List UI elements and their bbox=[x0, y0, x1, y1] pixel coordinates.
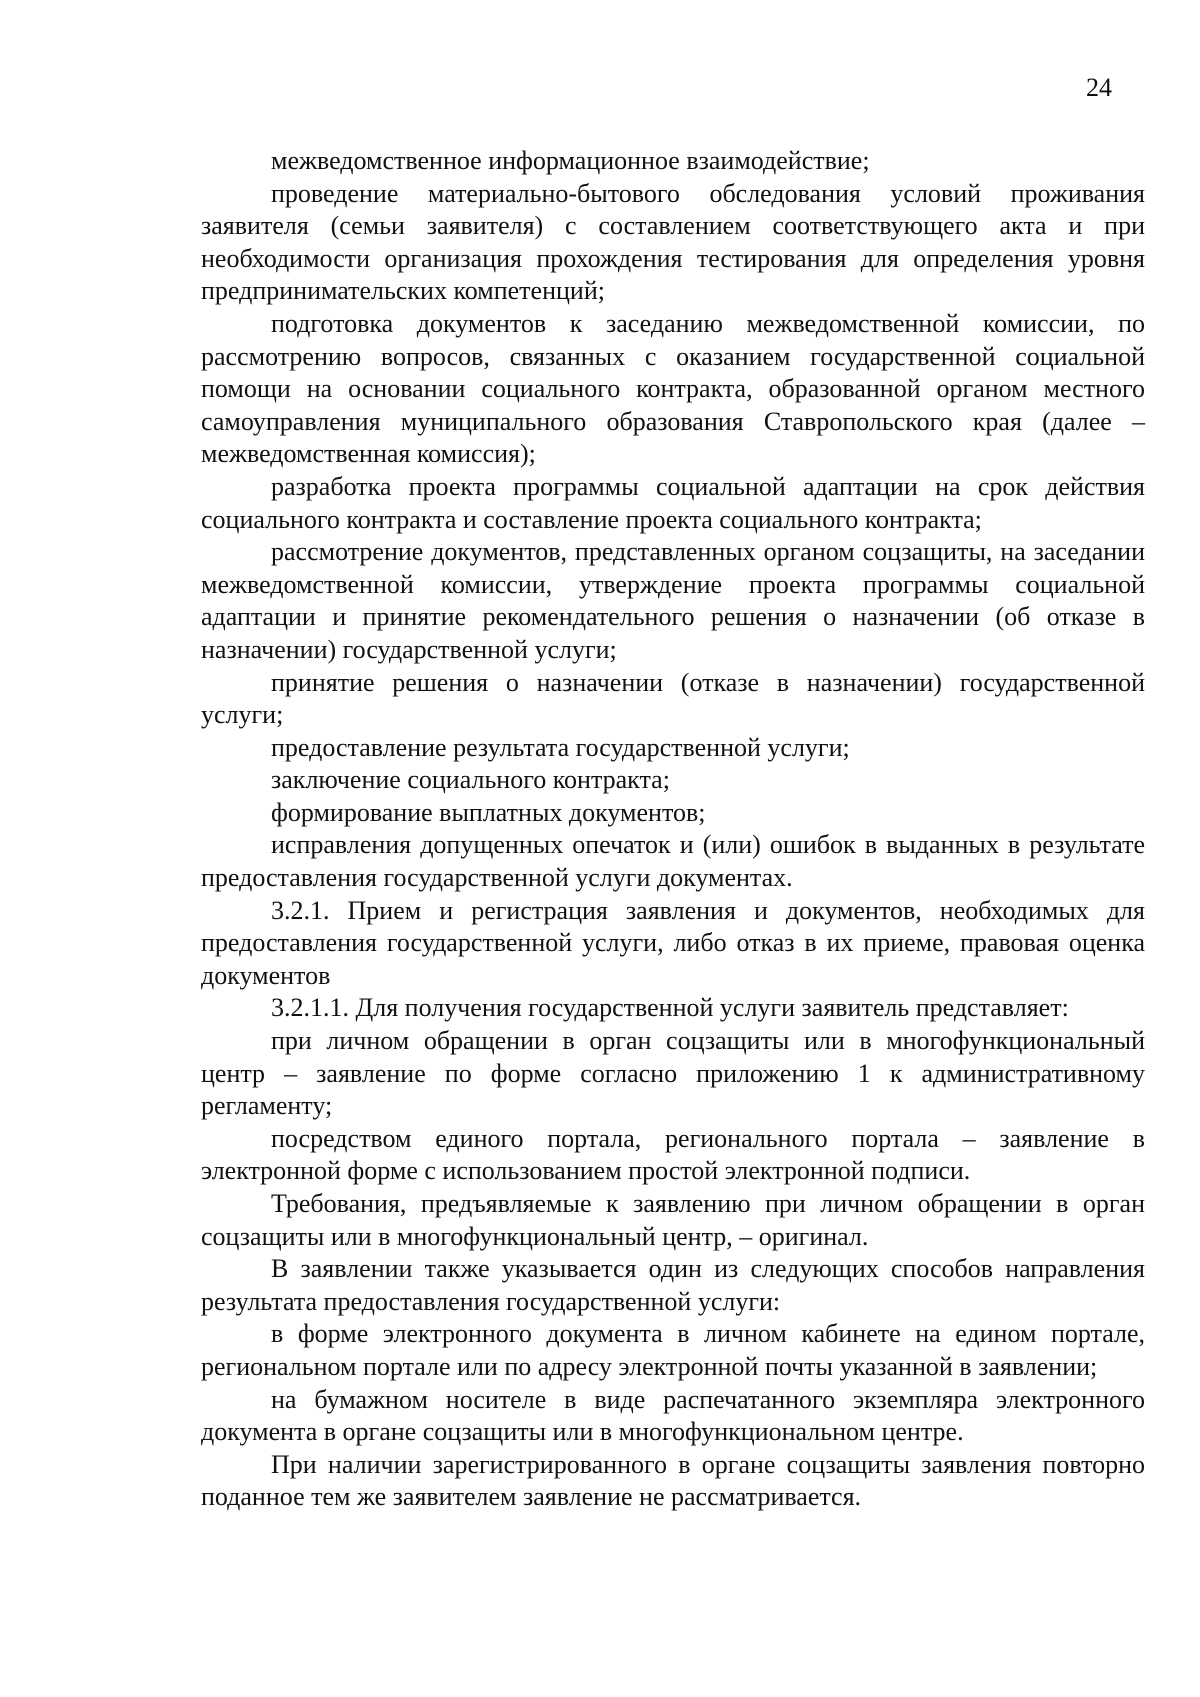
paragraph: При наличии зарегистрированного в органе соцзащиты заявления повторно поданное тем же заявителем заявление не рассматривается. bbox=[201, 1449, 1145, 1512]
paragraph: предоставление результата государственной услуги; bbox=[271, 732, 850, 762]
paragraph: в форме электронного документа в личном кабинете на едином портале, региональном портале или по адресу электронной почты указанной в заявлении; bbox=[201, 1319, 1145, 1381]
paragraph: проведение материально-бытового обследования условий проживания заявителя (семьи заявителя) с составлением соответствующего акта и при необходимости организация прохождения тестирования для определения уровня предпринимательских компетенций; bbox=[201, 178, 1145, 306]
paragraph: заключение социального контракта; bbox=[271, 765, 670, 795]
paragraph: рассмотрение документов, представленных органом соцзащиты, на заседании межведомственной комиссии, утверждение проекта программы социальной адаптации и принятие рекомендательного решения о назначении (об отказе в назначении) государственной услуги; bbox=[201, 537, 1145, 664]
paragraph: на бумажном носителе в виде распечатанного экземпляра электронного документа в органе соцзащиты или в многофункциональном центре. bbox=[201, 1384, 1145, 1447]
paragraph: исправления допущенных опечаток и (или) ошибок в выданных в результате предоставления государственной услуги документах. bbox=[201, 830, 1145, 893]
paragraph: 3.2.1.1. Для получения государственной услуги заявитель представляет: bbox=[271, 993, 1069, 1023]
paragraph: В заявлении также указывается один из следующих способов направления результата предоставления государственной услуги: bbox=[201, 1254, 1145, 1316]
paragraph: разработка проекта программы социальной адаптации на срок действия социального контракта и составление проекта социального контракта; bbox=[201, 471, 1145, 534]
paragraph: Требования, предъявляемые к заявлению при личном обращении в орган соцзащиты или в многофункциональный центр, – оригинал. bbox=[201, 1189, 1145, 1251]
section-heading-3-2-1: 3.2.1. Прием и регистрация заявления и документов, необходимых для предоставления государственной услуги, либо отказ в их приеме, правовая оценка документов bbox=[201, 895, 1145, 990]
paragraph: формирование выплатных документов; bbox=[271, 797, 706, 827]
page-number: 24 bbox=[1086, 73, 1112, 102]
paragraph: принятие решения о назначении (отказе в назначении) государственной услуги; bbox=[201, 667, 1145, 730]
paragraph: подготовка документов к заседанию межведомственной комиссии, по рассмотрению вопросов, связанных с оказанием государственной социальной помощи на основании социального контракта, образованной органом местного самоуправления муниципального образования Ставропольского края (далее – межведомственная комиссия); bbox=[201, 308, 1145, 469]
document-body bbox=[201, 145, 1145, 1514]
paragraph: при личном обращении в орган соцзащиты или в многофункциональный центр – заявление по форме согласно приложению 1 к административному регламенту; bbox=[201, 1026, 1145, 1121]
paragraph: межведомственное информационное взаимодействие; bbox=[271, 146, 870, 175]
paragraph: посредством единого портала, регионального портала – заявление в электронной форме с использованием простой электронной подписи. bbox=[201, 1123, 1145, 1186]
